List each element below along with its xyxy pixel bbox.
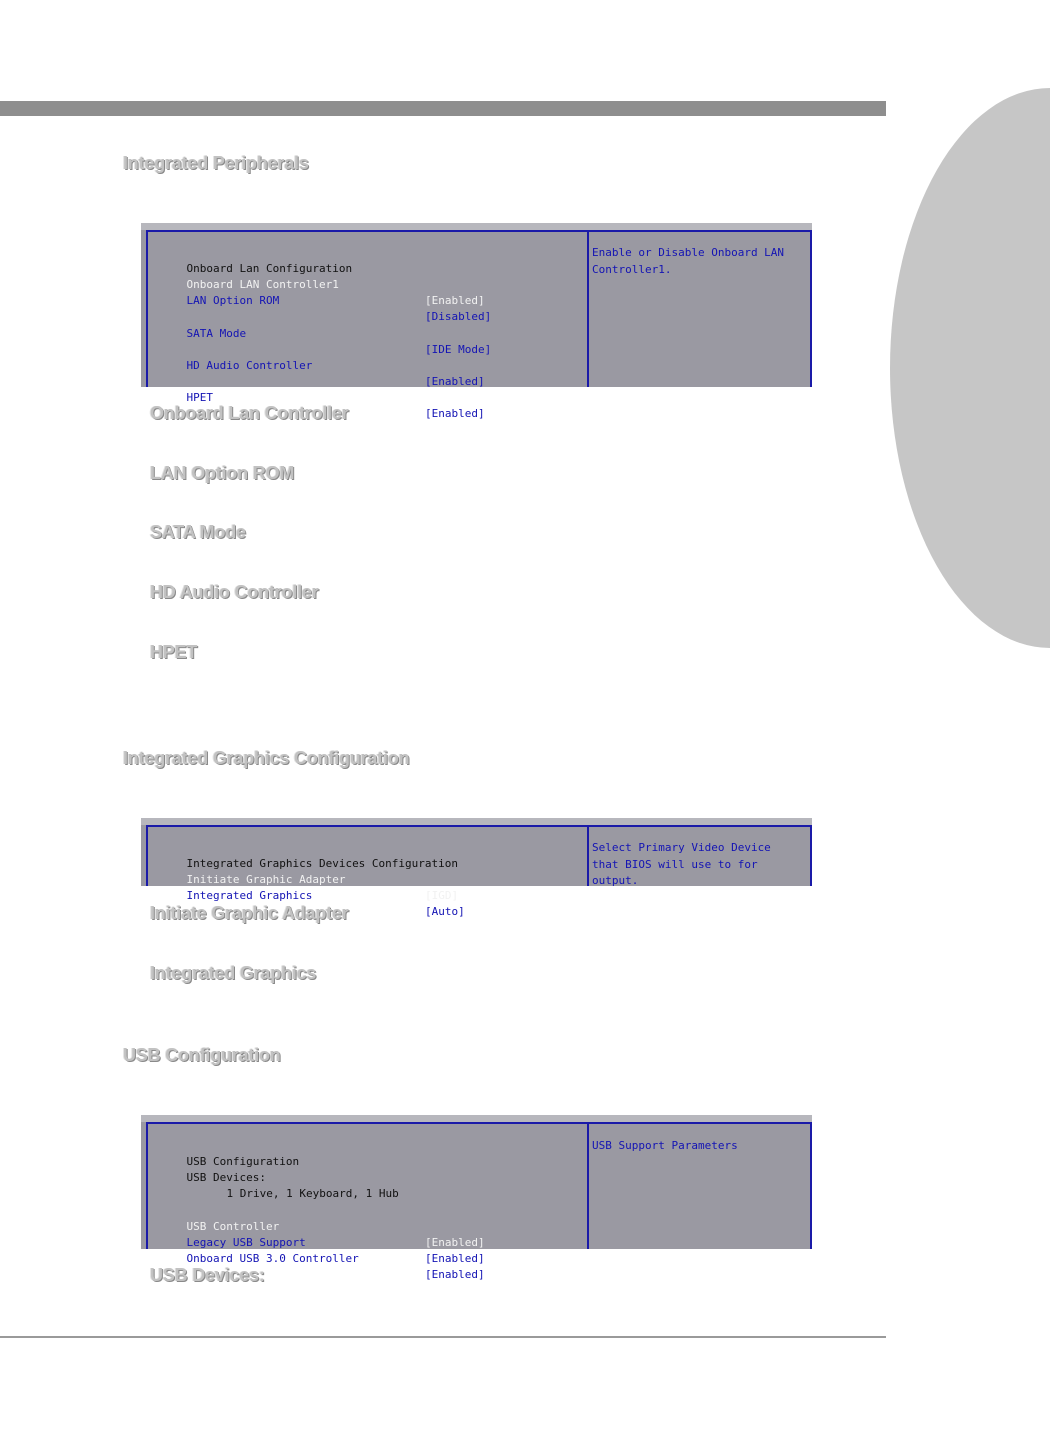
- item-title-hpet: HPET: [150, 642, 198, 662]
- bios-row-label: HD Audio Controller: [186, 359, 313, 372]
- bios-divider: [587, 825, 589, 886]
- bios-row-value: [Enabled]: [425, 1268, 485, 1281]
- bios-row-value: [Enabled]: [425, 407, 485, 420]
- item-title-hd-audio-controller: HD Audio Controller: [150, 582, 319, 602]
- bios-row-value: [Enabled]: [425, 375, 485, 388]
- bios-panel-integrated-peripherals: [141, 223, 812, 420]
- item-title-usb-devices: USB Devices:: [150, 1265, 265, 1285]
- item-title-sata-mode: SATA Mode: [150, 522, 246, 542]
- bios-help-line: output.: [592, 874, 639, 887]
- bios-row-label: SATA Mode: [186, 327, 247, 340]
- bios-row-value: [IGD]: [425, 889, 459, 902]
- bios-row-value: [Enabled]: [425, 1252, 485, 1265]
- bios-row-label: USB Devices:: [186, 1171, 266, 1184]
- bios-row-label: Onboard LAN Controller1: [186, 278, 339, 291]
- bios-help-line: USB Support Parameters: [592, 1139, 738, 1152]
- bios-row-label: USB Controller: [186, 1220, 280, 1233]
- bios-help-line: Controller1.: [592, 262, 672, 276]
- footer-rule: [0, 1336, 886, 1338]
- header-bar: [0, 101, 886, 116]
- item-title-onboard-lan-controller: Onboard Lan Controller: [150, 403, 349, 423]
- bios-panel-usb-configuration: [141, 1115, 812, 1281]
- bios-row-label: Integrated Graphics: [186, 889, 313, 902]
- bios-row-value: [Auto]: [425, 905, 465, 918]
- bios-help-text: [592, 245, 802, 278]
- bios-row-value: [IDE Mode]: [425, 343, 492, 356]
- item-title-integrated-graphics: Integrated Graphics: [150, 963, 317, 983]
- item-title-initiate-graphic-adapter: Initiate Graphic Adapter: [150, 903, 349, 923]
- bios-help-line: Select Primary Video Device: [592, 841, 771, 854]
- bios-row-label: Onboard USB 3.0 Controller: [186, 1252, 359, 1265]
- bios-help-line: Enable or Disable Onboard LAN: [592, 246, 785, 259]
- bios-row-label: Onboard Lan Configuration: [186, 262, 353, 275]
- bios-row-label: 1 Drive, 1 Keyboard, 1 Hub: [226, 1187, 399, 1200]
- bios-row-sata-mode[interactable]: [160, 310, 580, 356]
- bios-row-label: LAN Option ROM: [186, 294, 280, 307]
- bios-row-value: [Disabled]: [425, 310, 492, 323]
- bios-row-value: [Enabled]: [425, 1236, 485, 1249]
- chapter-side-tab: [890, 88, 1050, 648]
- bios-row-onboard-lan-configuration: [160, 245, 580, 275]
- bios-help-text: [592, 1138, 802, 1155]
- bios-row-integrated-graphics-devices-configuration: [160, 840, 580, 870]
- bios-row-label: Legacy USB Support: [186, 1236, 306, 1249]
- bios-row-label: Integrated Graphics Devices Configuration: [186, 857, 459, 870]
- bios-row-usb-configuration: [160, 1138, 580, 1168]
- item-title-lan-option-rom: LAN Option ROM: [150, 463, 295, 483]
- bios-row-hd-audio-controller[interactable]: [160, 342, 580, 388]
- section-title-integrated-graphics: Integrated Graphics Configuration: [123, 748, 410, 768]
- bios-row-usb-device-list: [160, 1170, 620, 1200]
- bios-row-value: [Enabled]: [425, 294, 485, 307]
- bios-row-label: USB Configuration: [186, 1155, 300, 1168]
- bios-panel-integrated-graphics: [141, 818, 812, 918]
- bios-divider: [587, 230, 589, 387]
- bios-row-label: HPET: [186, 391, 213, 404]
- bios-row-usb-devices: [160, 1154, 580, 1184]
- section-title-integrated-peripherals: Integrated Peripherals: [123, 153, 309, 173]
- bios-help-line: that BIOS will use to for: [592, 857, 758, 871]
- section-title-usb-configuration: USB Configuration: [123, 1045, 281, 1065]
- bios-row-label: Initiate Graphic Adapter: [186, 873, 346, 886]
- bios-help-text: [592, 840, 802, 890]
